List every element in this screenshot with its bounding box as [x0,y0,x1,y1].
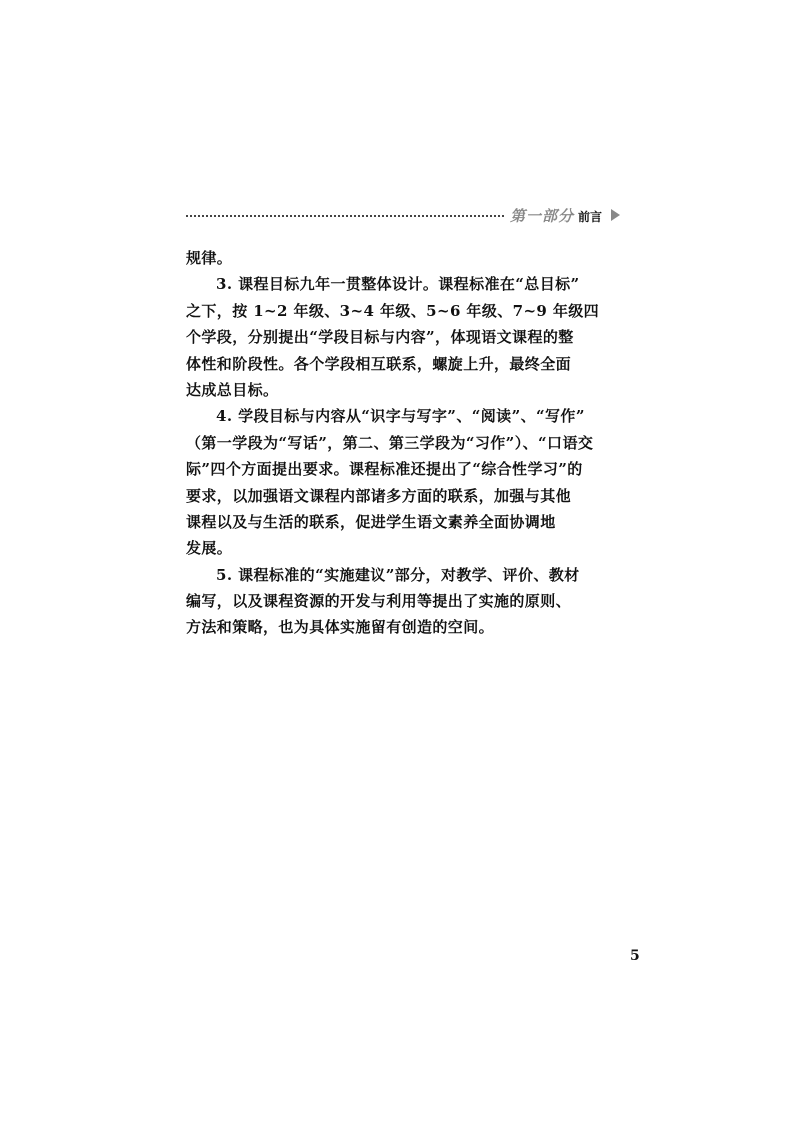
text-line: 达成总目标。 [186,380,279,399]
text-line: 之下，按 1~2 年级、3~4 年级、5~6 年级、7~9 年级四 [186,301,600,320]
page-number: 5 [630,948,640,964]
header-arrow-icon [611,209,620,221]
text-line: 课程以及与生活的联系，促进学生语文素养全面协调地 [186,512,556,531]
text-line: 个学段，分别提出“学段目标与内容”，体现语文课程的整 [186,328,574,347]
text-line: 要求，以加强语文课程内部诸多方面的联系，加强与其他 [186,486,572,505]
header-section-label: 前言 [578,210,603,224]
text-line: 发展。 [186,539,233,558]
text-line: 4. 学段目标与内容从“识字与写字”、“阅读”、“写作” [216,407,585,426]
header-dotted-rule [186,215,504,217]
header-part-label: 第一部分 [510,207,575,225]
body-text [186,245,616,641]
text-line: 方法和策略，也为具体实施留有创造的空间。 [186,618,495,637]
text-line: 编写，以及课程资源的开发与利用等提出了实施的原则、 [186,592,572,611]
text-line: 体性和阶段性。各个学段相互联系，螺旋上升，最终全面 [186,354,572,373]
text-line: 际”四个方面提出要求。课程标准还提出了“综合性学习”的 [186,460,583,479]
text-line: 5. 课程标准的“实施建议”部分，对教学、评价、教材 [216,565,580,584]
text-line: （第一学段为“写话”，第二、第三学段为“习作”）、“口语交 [186,433,594,452]
text-line: 3. 课程目标九年一贯整体设计。课程标准在“总目标” [216,275,580,294]
text-line: 规律。 [186,249,233,267]
